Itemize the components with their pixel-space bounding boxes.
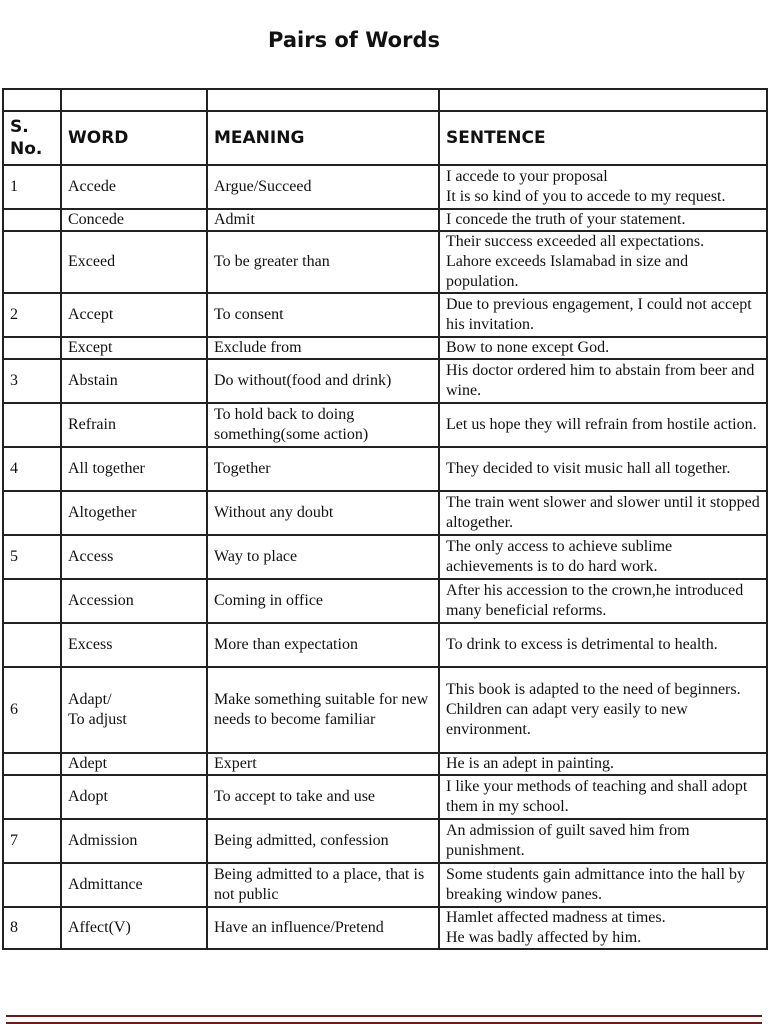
word-cell: Affect(V) [61,907,207,949]
table-row [3,579,767,623]
sentence-cell: Their success exceeded all expectations. Lahore exceeds Islamabad in size and population. [439,231,767,293]
sn-cell [3,491,61,535]
table-row [3,819,767,863]
table-row [3,775,767,819]
sn-cell [3,337,61,359]
table-row [3,447,767,491]
sn-cell [3,579,61,623]
sn-cell [3,775,61,819]
table-row [3,403,767,447]
word-cell: Admittance [61,863,207,907]
word-cell: Accept [61,293,207,337]
table-row [3,623,767,667]
word-cell: Except [61,337,207,359]
word-cell: Adapt/ To adjust [61,667,207,753]
sn-cell: 1 [3,165,61,209]
table-row [3,667,767,753]
header-sn: S. No. [3,111,61,165]
sn-cell [3,403,61,447]
sn-cell: 6 [3,667,61,753]
pairs-of-words-table [2,88,768,950]
bottom-rule [6,1015,762,1024]
page-title: Pairs of Words [268,28,440,52]
sn-cell: 4 [3,447,61,491]
word-cell: Admission [61,819,207,863]
sn-cell [3,863,61,907]
word-cell: Accede [61,165,207,209]
sentence-cell: After his accession to the crown,he introduced many beneficial reforms. [439,579,767,623]
word-cell: Concede [61,209,207,231]
meaning-cell: Argue/Succeed [207,165,439,209]
sentence-cell: I like your methods of teaching and shall adopt them in my school. [439,775,767,819]
table-row [3,165,767,209]
sentence-cell: The only access to achieve sublime achievements is to do hard work. [439,535,767,579]
sentence-cell: I accede to your proposal It is so kind of you to accede to my request. [439,165,767,209]
sn-cell [3,231,61,293]
sentence-cell: His doctor ordered him to abstain from beer and wine. [439,359,767,403]
table-row [3,209,767,231]
meaning-cell: Admit [207,209,439,231]
word-cell: Abstain [61,359,207,403]
table-row [3,907,767,949]
table-row [3,293,767,337]
sentence-cell: Due to previous engagement, I could not accept his invitation. [439,293,767,337]
word-cell: Accession [61,579,207,623]
table-row [3,753,767,775]
header-word: WORD [61,111,207,165]
meaning-cell: To accept to take and use [207,775,439,819]
sn-cell: 8 [3,907,61,949]
meaning-cell: Way to place [207,535,439,579]
word-cell: All together [61,447,207,491]
word-cell: Adept [61,753,207,775]
meaning-cell: To be greater than [207,231,439,293]
sn-cell [3,753,61,775]
meaning-cell: Do without(food and drink) [207,359,439,403]
word-cell: Exceed [61,231,207,293]
sentence-cell: Let us hope they will refrain from hostile action. [439,403,767,447]
sentence-cell: He is an adept in painting. [439,753,767,775]
meaning-cell: Without any doubt [207,491,439,535]
word-cell: Access [61,535,207,579]
meaning-cell: More than expectation [207,623,439,667]
table-row [3,535,767,579]
word-cell: Altogether [61,491,207,535]
sentence-cell: This book is adapted to the need of beginners. Children can adapt very easily to new environment. [439,667,767,753]
sn-cell [3,209,61,231]
table-row [3,359,767,403]
meaning-cell: Being admitted, confession [207,819,439,863]
table-spacer-row [3,89,767,111]
sentence-cell: They decided to visit music hall all together. [439,447,767,491]
sn-cell: 3 [3,359,61,403]
word-cell: Adopt [61,775,207,819]
word-cell: Refrain [61,403,207,447]
meaning-cell: Coming in office [207,579,439,623]
word-cell: Excess [61,623,207,667]
table-row [3,231,767,293]
meaning-cell: To consent [207,293,439,337]
table-row [3,863,767,907]
header-meaning: MEANING [207,111,439,165]
meaning-cell: Make something suitable for new needs to become familiar [207,667,439,753]
header-sentence: SENTENCE [439,111,767,165]
sentence-cell: To drink to excess is detrimental to health. [439,623,767,667]
sentence-cell: I concede the truth of your statement. [439,209,767,231]
sn-cell: 2 [3,293,61,337]
sn-cell: 5 [3,535,61,579]
meaning-cell: Have an influence/Pretend [207,907,439,949]
meaning-cell: To hold back to doing something(some action) [207,403,439,447]
sentence-cell: The train went slower and slower until it stopped altogether. [439,491,767,535]
sentence-cell: Hamlet affected madness at times. He was badly affected by him. [439,907,767,949]
sn-cell [3,623,61,667]
table-row [3,337,767,359]
sentence-cell: Bow to none except God. [439,337,767,359]
sentence-cell: Some students gain admittance into the hall by breaking window panes. [439,863,767,907]
table-row [3,491,767,535]
table-header-row [3,111,767,165]
meaning-cell: Together [207,447,439,491]
meaning-cell: Expert [207,753,439,775]
sn-cell: 7 [3,819,61,863]
meaning-cell: Exclude from [207,337,439,359]
sentence-cell: An admission of guilt saved him from punishment. [439,819,767,863]
meaning-cell: Being admitted to a place, that is not public [207,863,439,907]
